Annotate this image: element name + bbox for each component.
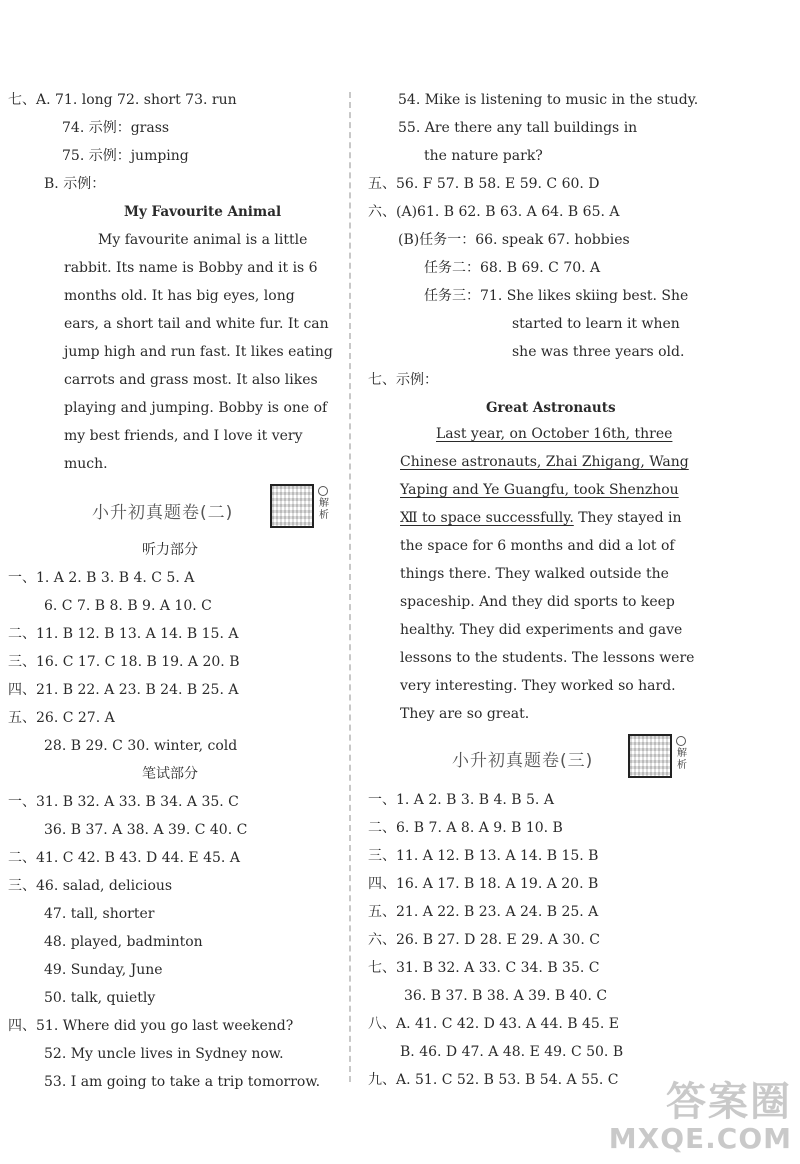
- answer-line: 一、31. B 32. A 33. B 34. A 35. C: [8, 794, 239, 810]
- answer-line: 五、26. C 27. A: [8, 710, 115, 726]
- answer-line: B. 46. D 47. A 48. E 49. C 50. B: [400, 1044, 624, 1060]
- answer-line: 50. talk, quietly: [44, 990, 156, 1006]
- answer-line: 四、16. A 17. B 18. A 19. A 20. B: [368, 876, 599, 892]
- answer-line: 三、11. A 12. B 13. A 14. B 15. B: [368, 848, 599, 864]
- essay-title: Great Astronauts: [486, 400, 616, 416]
- plain-text: very interesting. They worked so hard.: [400, 678, 676, 694]
- plain-text: lessons to the students. The lessons were: [400, 650, 695, 666]
- subsection-head: 笔试部分: [142, 766, 198, 782]
- qr-label: 解析: [677, 748, 687, 771]
- answer-line: 28. B 29. C 30. winter, cold: [44, 738, 238, 754]
- underlined-text: Ⅻ to space successfully.: [400, 510, 574, 526]
- answer-line: 49. Sunday, June: [44, 962, 163, 978]
- essay-line: playing and jumping. Bobby is one of: [64, 400, 328, 416]
- essay-line: jump high and run fast. It likes eating: [64, 344, 333, 360]
- answer-line: 六、26. B 27. D 28. E 29. A 30. C: [368, 932, 600, 948]
- answer-line: 53. I am going to take a trip tomorrow.: [44, 1074, 321, 1090]
- plain-text: healthy. They did experiments and gave: [400, 622, 683, 638]
- answer-line: she was three years old.: [512, 344, 685, 360]
- answer-line: 一、1. A 2. B 3. B 4. C 5. A: [8, 570, 195, 586]
- answer-line: 6. C 7. B 8. B 9. A 10. C: [44, 598, 212, 614]
- answer-line: 47. tall, shorter: [44, 906, 155, 922]
- answer-line: 55. Are there any tall buildings in: [398, 120, 638, 136]
- plain-text: They stayed in: [573, 510, 682, 526]
- answer-line: 七、31. B 32. A 33. C 34. B 35. C: [368, 960, 600, 976]
- essay-line: [400, 620, 682, 640]
- essay-line: my best friends, and I love it very: [64, 428, 303, 444]
- answer-line: 四、21. B 22. A 23. B 24. B 25. A: [8, 682, 239, 698]
- plain-text: the space for 6 months and did a lot of: [400, 538, 675, 554]
- essay-line: [400, 452, 689, 472]
- answer-line: 任务三：71. She likes skiing best. She: [424, 288, 689, 304]
- essay-line: [400, 704, 529, 724]
- section-title: 小升初真题卷(三): [452, 751, 594, 771]
- essay-line: ears, a short tail and white fur. It can: [64, 316, 329, 332]
- underlined-text: Last year, on October 16th, three: [436, 426, 673, 442]
- essay-line: much.: [64, 456, 108, 472]
- essay-line: My favourite animal is a little: [98, 232, 308, 248]
- answer-line: the nature park?: [424, 148, 543, 164]
- answer-line: 52. My uncle lives in Sydney now.: [44, 1046, 284, 1062]
- answer-line: B. 示例：: [44, 176, 106, 192]
- plain-text: things there. They walked outside the: [400, 566, 669, 582]
- answer-line: 五、21. A 22. B 23. A 24. B 25. A: [368, 904, 599, 920]
- essay-line: [400, 480, 679, 500]
- essay-line: [400, 648, 694, 668]
- section-title: 小升初真题卷(二): [92, 503, 234, 523]
- watermark-logo-text: 答案圈: [666, 1079, 792, 1125]
- answer-line: 74. 示例：grass: [62, 120, 170, 136]
- answer-line: 二、6. B 7. A 8. A 9. B 10. B: [368, 820, 563, 836]
- play-icon: [676, 736, 686, 746]
- qr-code-icon[interactable]: [270, 484, 314, 528]
- essay-line: [400, 536, 675, 556]
- qr-code-icon[interactable]: [628, 734, 672, 778]
- answer-line: 七、示例：: [368, 372, 438, 388]
- site-watermark: [609, 1080, 792, 1154]
- essay-line: [400, 564, 669, 584]
- answer-line: (B)任务一：66. speak 67. hobbies: [398, 232, 630, 248]
- play-icon: [318, 486, 328, 496]
- answer-line: 48. played, badminton: [44, 934, 203, 950]
- underlined-text: Yaping and Ye Guangfu, took Shenzhou: [400, 482, 679, 498]
- plain-text: They are so great.: [400, 706, 530, 722]
- essay-line: months old. It has big eyes, long: [64, 288, 295, 304]
- answer-line: 九、A. 51. C 52. B 53. B 54. A 55. C: [368, 1072, 619, 1088]
- column-divider: [349, 92, 351, 1082]
- answer-line: 36. B 37. B 38. A 39. B 40. C: [404, 988, 608, 1004]
- essay-line: rabbit. Its name is Bobby and it is 6: [64, 260, 318, 276]
- answer-line: 75. 示例：jumping: [62, 148, 189, 164]
- answer-line: 54. Mike is listening to music in the study.: [398, 92, 699, 108]
- answer-line: 五、56. F 57. B 58. E 59. C 60. D: [368, 176, 600, 192]
- answer-line: 三、46. salad, delicious: [8, 878, 173, 894]
- subsection-head: 听力部分: [142, 542, 198, 558]
- essay-line: [400, 592, 675, 612]
- answer-line: 八、A. 41. C 42. D 43. A 44. B 45. E: [368, 1016, 619, 1032]
- essay-line: [400, 508, 681, 528]
- answer-line: 七、A. 71. long 72. short 73. run: [8, 92, 237, 108]
- plain-text: spaceship. And they did sports to keep: [400, 594, 675, 610]
- answer-line: 二、41. C 42. B 43. D 44. E 45. A: [8, 850, 240, 866]
- answer-line: 36. B 37. A 38. A 39. C 40. C: [44, 822, 248, 838]
- watermark-url: MXQE.COM: [608, 1122, 792, 1155]
- essay-line: [400, 676, 676, 696]
- answer-line: 三、16. C 17. C 18. B 19. A 20. B: [8, 654, 240, 670]
- answer-line: 一、1. A 2. B 3. B 4. B 5. A: [368, 792, 554, 808]
- answer-line: 任务二：68. B 69. C 70. A: [424, 260, 601, 276]
- qr-label: 解析: [319, 498, 329, 521]
- answer-line: 四、51. Where did you go last weekend?: [8, 1018, 294, 1034]
- underlined-text: Chinese astronauts, Zhai Zhigang, Wang: [400, 454, 689, 470]
- answer-line: 二、11. B 12. B 13. A 14. B 15. A: [8, 626, 239, 642]
- essay-line: [436, 424, 672, 444]
- essay-title: My Favourite Animal: [124, 204, 282, 220]
- answer-line: started to learn it when: [512, 316, 680, 332]
- answer-line: 六、(A)61. B 62. B 63. A 64. B 65. A: [368, 204, 620, 220]
- essay-line: carrots and grass most. It also likes: [64, 372, 318, 388]
